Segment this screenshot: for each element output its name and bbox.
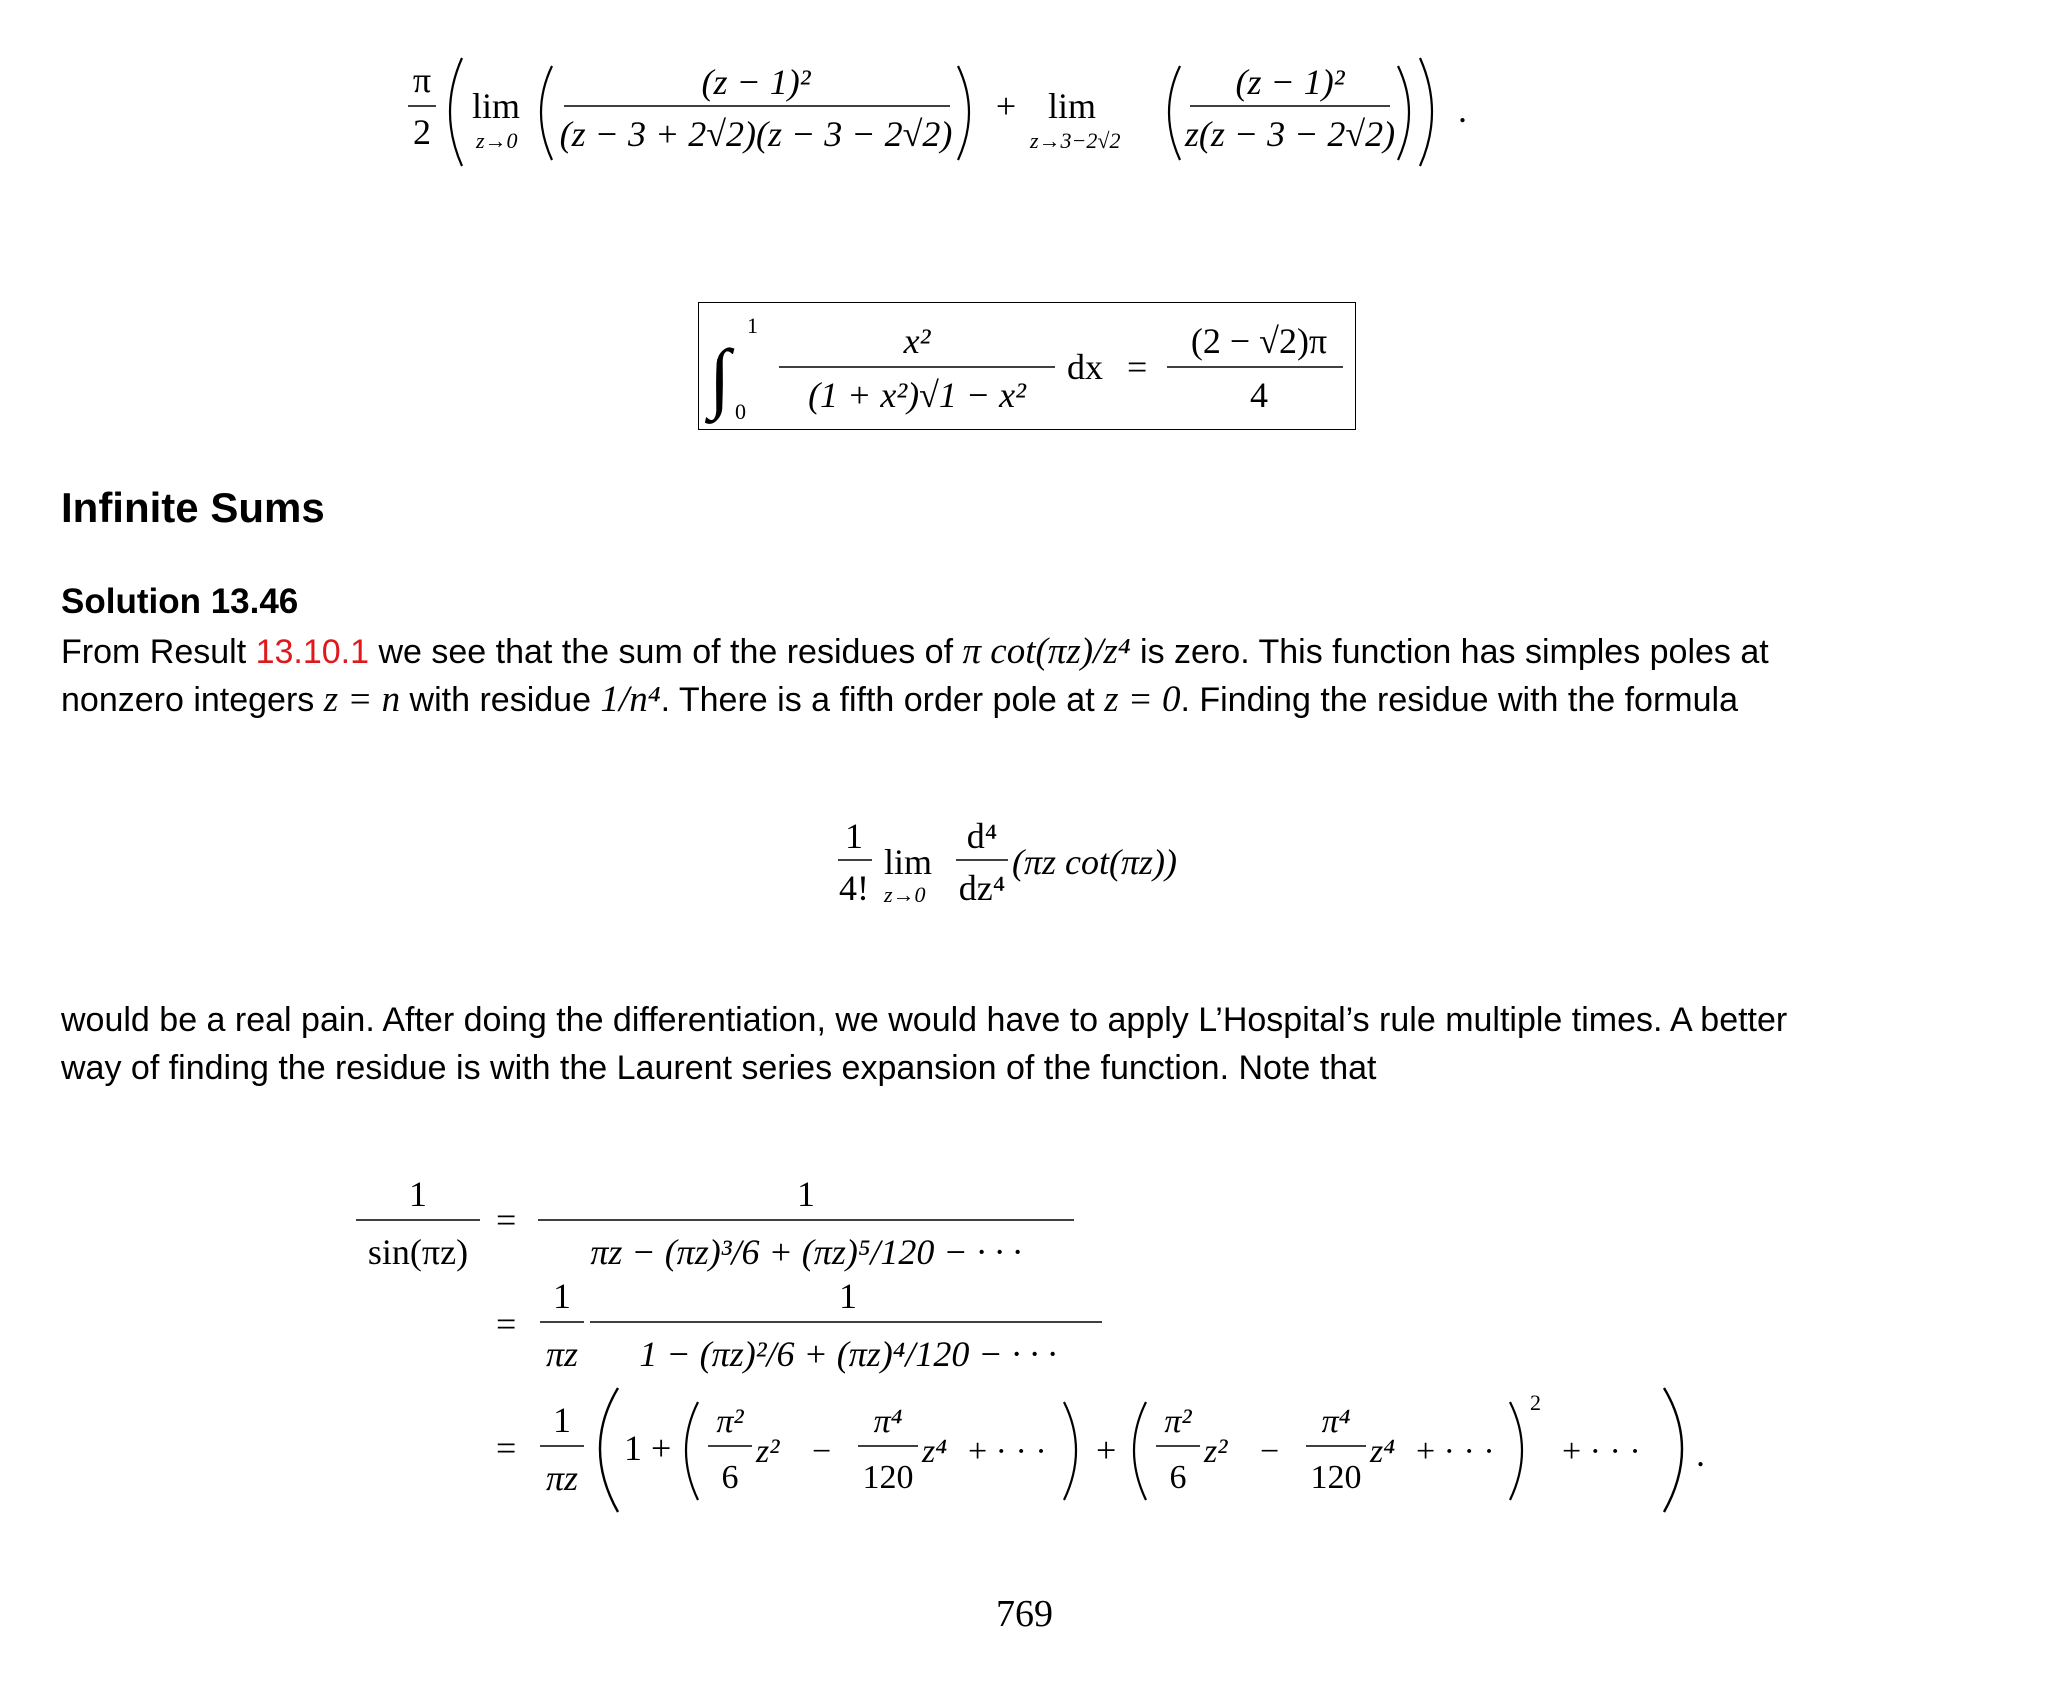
eq-top-plus: + <box>995 86 1017 126</box>
equation-derivative-limit <box>830 808 1250 918</box>
inner2-z2: z² <box>1204 1433 1228 1470</box>
p1-math-3: 1/n⁴ <box>600 679 661 720</box>
inner2-pi4: π⁴ <box>1321 1403 1351 1440</box>
p1-text-f: . There is a fifth order pole at <box>660 681 1105 719</box>
inner2-minus: − <box>1260 1433 1280 1470</box>
rhs-num: (2 − √2)π <box>1190 321 1328 361</box>
integral-dx: dx <box>1067 347 1103 387</box>
p1-math: π cot(πz)/z⁴ <box>962 631 1131 672</box>
integral-lower: 0 <box>735 399 746 424</box>
paragraph-1-line-2 <box>61 676 1738 724</box>
result-link[interactable]: 13.10.1 <box>255 633 370 671</box>
inner1-six: 6 <box>721 1459 739 1496</box>
row3-pre-num: 1 <box>553 1400 571 1440</box>
section-heading: Infinite Sums <box>61 484 325 531</box>
eq-top-den1: (z − 3 + 2√2)(z − 3 − 2√2) <box>559 114 953 154</box>
mid-dnum: d⁴ <box>966 816 998 856</box>
eq-top-lim1-sub: z→0 <box>476 128 518 153</box>
row2-num: 1 <box>839 1276 857 1316</box>
row1-equals: = <box>496 1200 517 1240</box>
row3-pre-den: πz <box>545 1458 579 1498</box>
integral-upper: 1 <box>747 313 758 338</box>
solution-heading: Solution 13.46 <box>61 582 299 621</box>
eq-top-lim2-sub: z→3−2√2 <box>1030 128 1121 153</box>
inner1-minus: − <box>812 1433 832 1470</box>
integral-equals: = <box>1127 347 1148 387</box>
rhs-den: 4 <box>1250 375 1268 415</box>
inner2-120: 120 <box>1310 1459 1362 1496</box>
inner1-z2: z² <box>756 1433 780 1470</box>
integrand-num: x² <box>903 321 931 361</box>
mid-expr: (πz cot(πz)) <box>1012 842 1178 882</box>
p1-text-a: From Result <box>61 633 256 671</box>
integrand-den: (1 + x²)√1 − x² <box>808 375 1026 415</box>
row2-equals: = <box>496 1304 517 1344</box>
lhs-den: sin(πz) <box>367 1232 469 1272</box>
p1-text-e: with residue <box>400 681 601 719</box>
eq-top-pi: π <box>412 60 432 100</box>
equation-series <box>350 1170 1730 1530</box>
row1-num: 1 <box>797 1174 815 1214</box>
row3-plus-dots: + · · · <box>1562 1433 1641 1470</box>
mid-lim-sub: z→0 <box>884 882 926 907</box>
row3-period: . <box>1696 1434 1705 1474</box>
row3-plus: + <box>1096 1430 1117 1470</box>
paragraph-2-line-1: would be a real pain. After doing the differentiation, we would have to apply L’Hospital’s rule multiple times. A better <box>61 1001 1788 1039</box>
inner2-six: 6 <box>1169 1459 1187 1496</box>
inner2-z4: z⁴ <box>1370 1433 1396 1470</box>
inner1-pi2: π² <box>716 1403 744 1440</box>
p1-math-4: z = 0 <box>1104 679 1181 720</box>
mid-one: 1 <box>845 816 863 856</box>
eq-top-two: 2 <box>413 112 431 152</box>
eq-top-lim1: lim <box>472 86 521 126</box>
inner2-pi2: π² <box>1164 1403 1192 1440</box>
p1-text-d: nonzero integers <box>61 681 324 719</box>
row2-pre-den: πz <box>545 1334 579 1374</box>
p1-text-c: is zero. This function has simples poles at <box>1130 633 1769 671</box>
inner1-plus-dots: + · · · <box>968 1433 1047 1470</box>
row3-one-plus: 1 + <box>624 1428 672 1468</box>
mid-fact: 4! <box>839 868 869 908</box>
mid-dden: dz⁴ <box>958 868 1006 908</box>
eq-top-den2: z(z − 3 − 2√2) <box>1184 114 1396 154</box>
inner1-pi4: π⁴ <box>873 1403 903 1440</box>
eq-top-num2: (z − 1)² <box>1235 62 1345 102</box>
inner1-120: 120 <box>862 1459 914 1496</box>
p1-text-g: . Finding the residue with the formula <box>1180 681 1738 719</box>
lhs-num: 1 <box>409 1174 427 1214</box>
page-number: 769 <box>996 1593 1053 1635</box>
p1-text-b: we see that the sum of the residues of <box>369 633 963 671</box>
boxed-result <box>698 302 1356 430</box>
inner2-plus-dots: + · · · <box>1416 1433 1495 1470</box>
row2-pre-num: 1 <box>553 1276 571 1316</box>
p1-math-2: z = n <box>323 679 401 720</box>
eq-top-num1: (z − 1)² <box>701 62 811 102</box>
eq-top-lim2: lim <box>1048 86 1097 126</box>
integral-sign: ∫ <box>709 333 731 420</box>
eq-top-period: . <box>1458 90 1467 130</box>
paragraph-2-line-2: way of finding the residue is with the Laurent series expansion of the function. Note that <box>61 1049 1377 1087</box>
paragraph-1-line-1 <box>61 628 1769 676</box>
row1-den: πz − (πz)³/6 + (πz)⁵/120 − · · · <box>590 1232 1022 1272</box>
row3-equals: = <box>496 1428 517 1468</box>
equation-limits <box>380 48 1680 178</box>
inner1-z4: z⁴ <box>922 1433 948 1470</box>
mid-lim: lim <box>884 842 933 882</box>
row2-den: 1 − (πz)²/6 + (πz)⁴/120 − · · · <box>639 1334 1057 1374</box>
square-exponent: 2 <box>1530 1390 1541 1415</box>
